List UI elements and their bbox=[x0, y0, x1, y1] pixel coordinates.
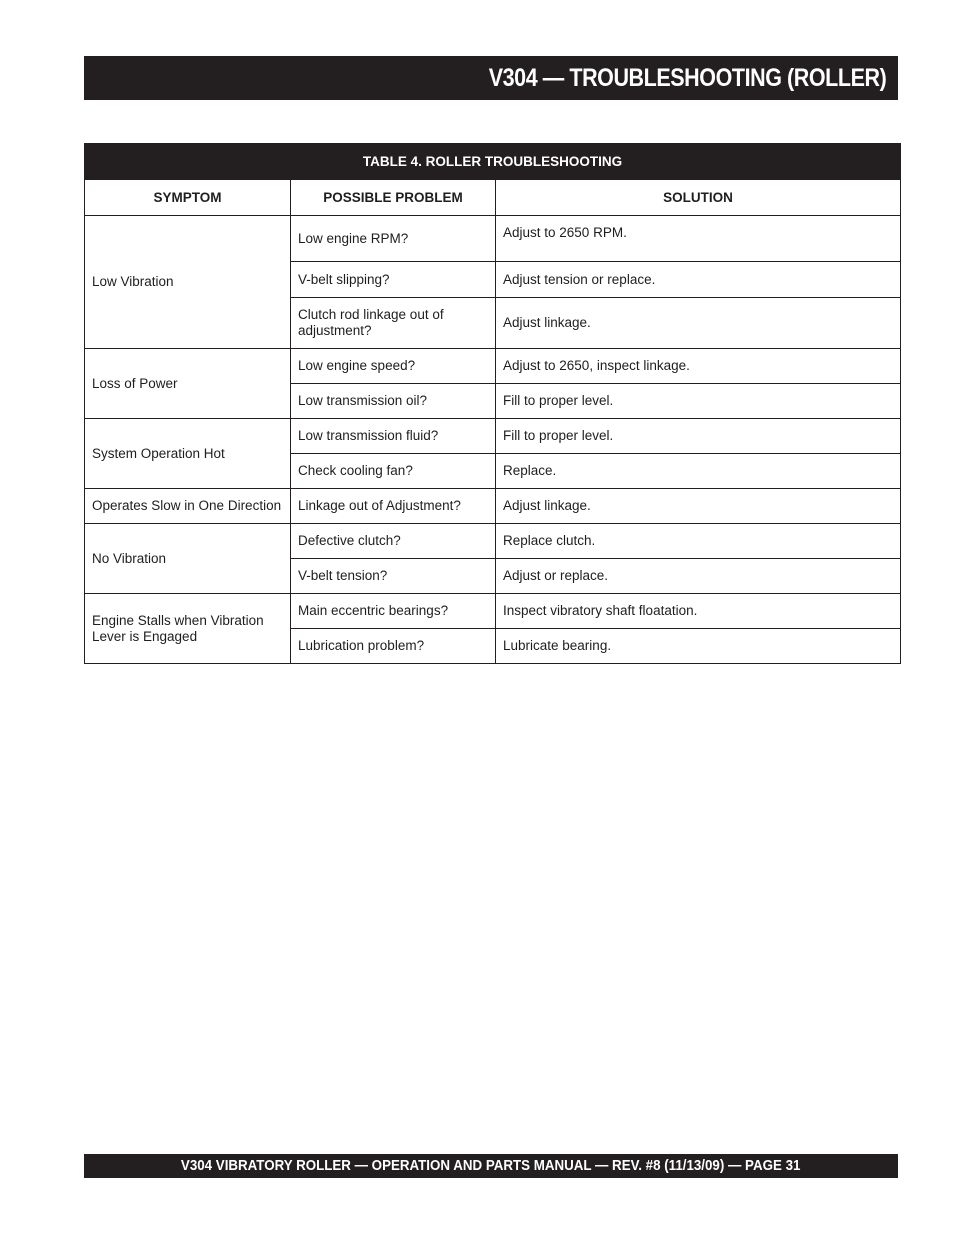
symptom-cell: No Vibration bbox=[85, 524, 291, 594]
troubleshooting-table bbox=[84, 143, 901, 664]
page-footer-bar bbox=[84, 1154, 898, 1178]
solution-cell: Adjust to 2650, inspect linkage. bbox=[496, 349, 901, 384]
table-row bbox=[85, 216, 901, 262]
page-footer: V304 VIBRATORY ROLLER — OPERATION AND PARTS MANUAL — REV. #8 (11/13/09) — PAGE 31 bbox=[181, 1158, 801, 1174]
problem-cell: V-belt tension? bbox=[291, 559, 496, 594]
solution-cell: Fill to proper level. bbox=[496, 384, 901, 419]
solution-cell: Replace. bbox=[496, 454, 901, 489]
problem-cell: Defective clutch? bbox=[291, 524, 496, 559]
symptom-cell: Engine Stalls when Vibration Lever is Engaged bbox=[85, 594, 291, 664]
solution-cell: Adjust or replace. bbox=[496, 559, 901, 594]
page-title: V304 — TROUBLESHOOTING (ROLLER) bbox=[488, 63, 886, 92]
table-row bbox=[85, 594, 901, 629]
problem-cell: Low transmission fluid? bbox=[291, 419, 496, 454]
page-title-bar bbox=[84, 56, 898, 100]
solution-cell: Adjust linkage. bbox=[496, 298, 901, 349]
solution-cell: Adjust linkage. bbox=[496, 489, 901, 524]
solution-cell: Adjust tension or replace. bbox=[496, 262, 901, 298]
problem-cell: Clutch rod linkage out of adjustment? bbox=[291, 298, 496, 349]
solution-cell: Fill to proper level. bbox=[496, 419, 901, 454]
column-header-solution: SOLUTION bbox=[496, 180, 901, 216]
problem-cell: Linkage out of Adjustment? bbox=[291, 489, 496, 524]
table-caption-row bbox=[85, 144, 901, 180]
table-row bbox=[85, 419, 901, 454]
symptom-cell: Operates Slow in One Direction bbox=[85, 489, 291, 524]
solution-cell: Lubricate bearing. bbox=[496, 629, 901, 664]
problem-cell: Low transmission oil? bbox=[291, 384, 496, 419]
column-header-symptom: SYMPTOM bbox=[85, 180, 291, 216]
table-row bbox=[85, 349, 901, 384]
problem-cell: Low engine speed? bbox=[291, 349, 496, 384]
column-header-possible-problem: POSSIBLE PROBLEM bbox=[291, 180, 496, 216]
problem-cell: V-belt slipping? bbox=[291, 262, 496, 298]
problem-cell: Main eccentric bearings? bbox=[291, 594, 496, 629]
problem-cell: Low engine RPM? bbox=[291, 216, 496, 262]
table-header-row bbox=[85, 180, 901, 216]
symptom-cell: Low Vibration bbox=[85, 216, 291, 349]
solution-cell: Adjust to 2650 RPM. bbox=[496, 216, 901, 262]
table-caption: TABLE 4. ROLLER TROUBLESHOOTING bbox=[85, 144, 901, 180]
symptom-cell: Loss of Power bbox=[85, 349, 291, 419]
table-row bbox=[85, 489, 901, 524]
symptom-cell: System Operation Hot bbox=[85, 419, 291, 489]
solution-cell: Replace clutch. bbox=[496, 524, 901, 559]
table-row bbox=[85, 524, 901, 559]
problem-cell: Check cooling fan? bbox=[291, 454, 496, 489]
solution-cell: Inspect vibratory shaft floatation. bbox=[496, 594, 901, 629]
problem-cell: Lubrication problem? bbox=[291, 629, 496, 664]
